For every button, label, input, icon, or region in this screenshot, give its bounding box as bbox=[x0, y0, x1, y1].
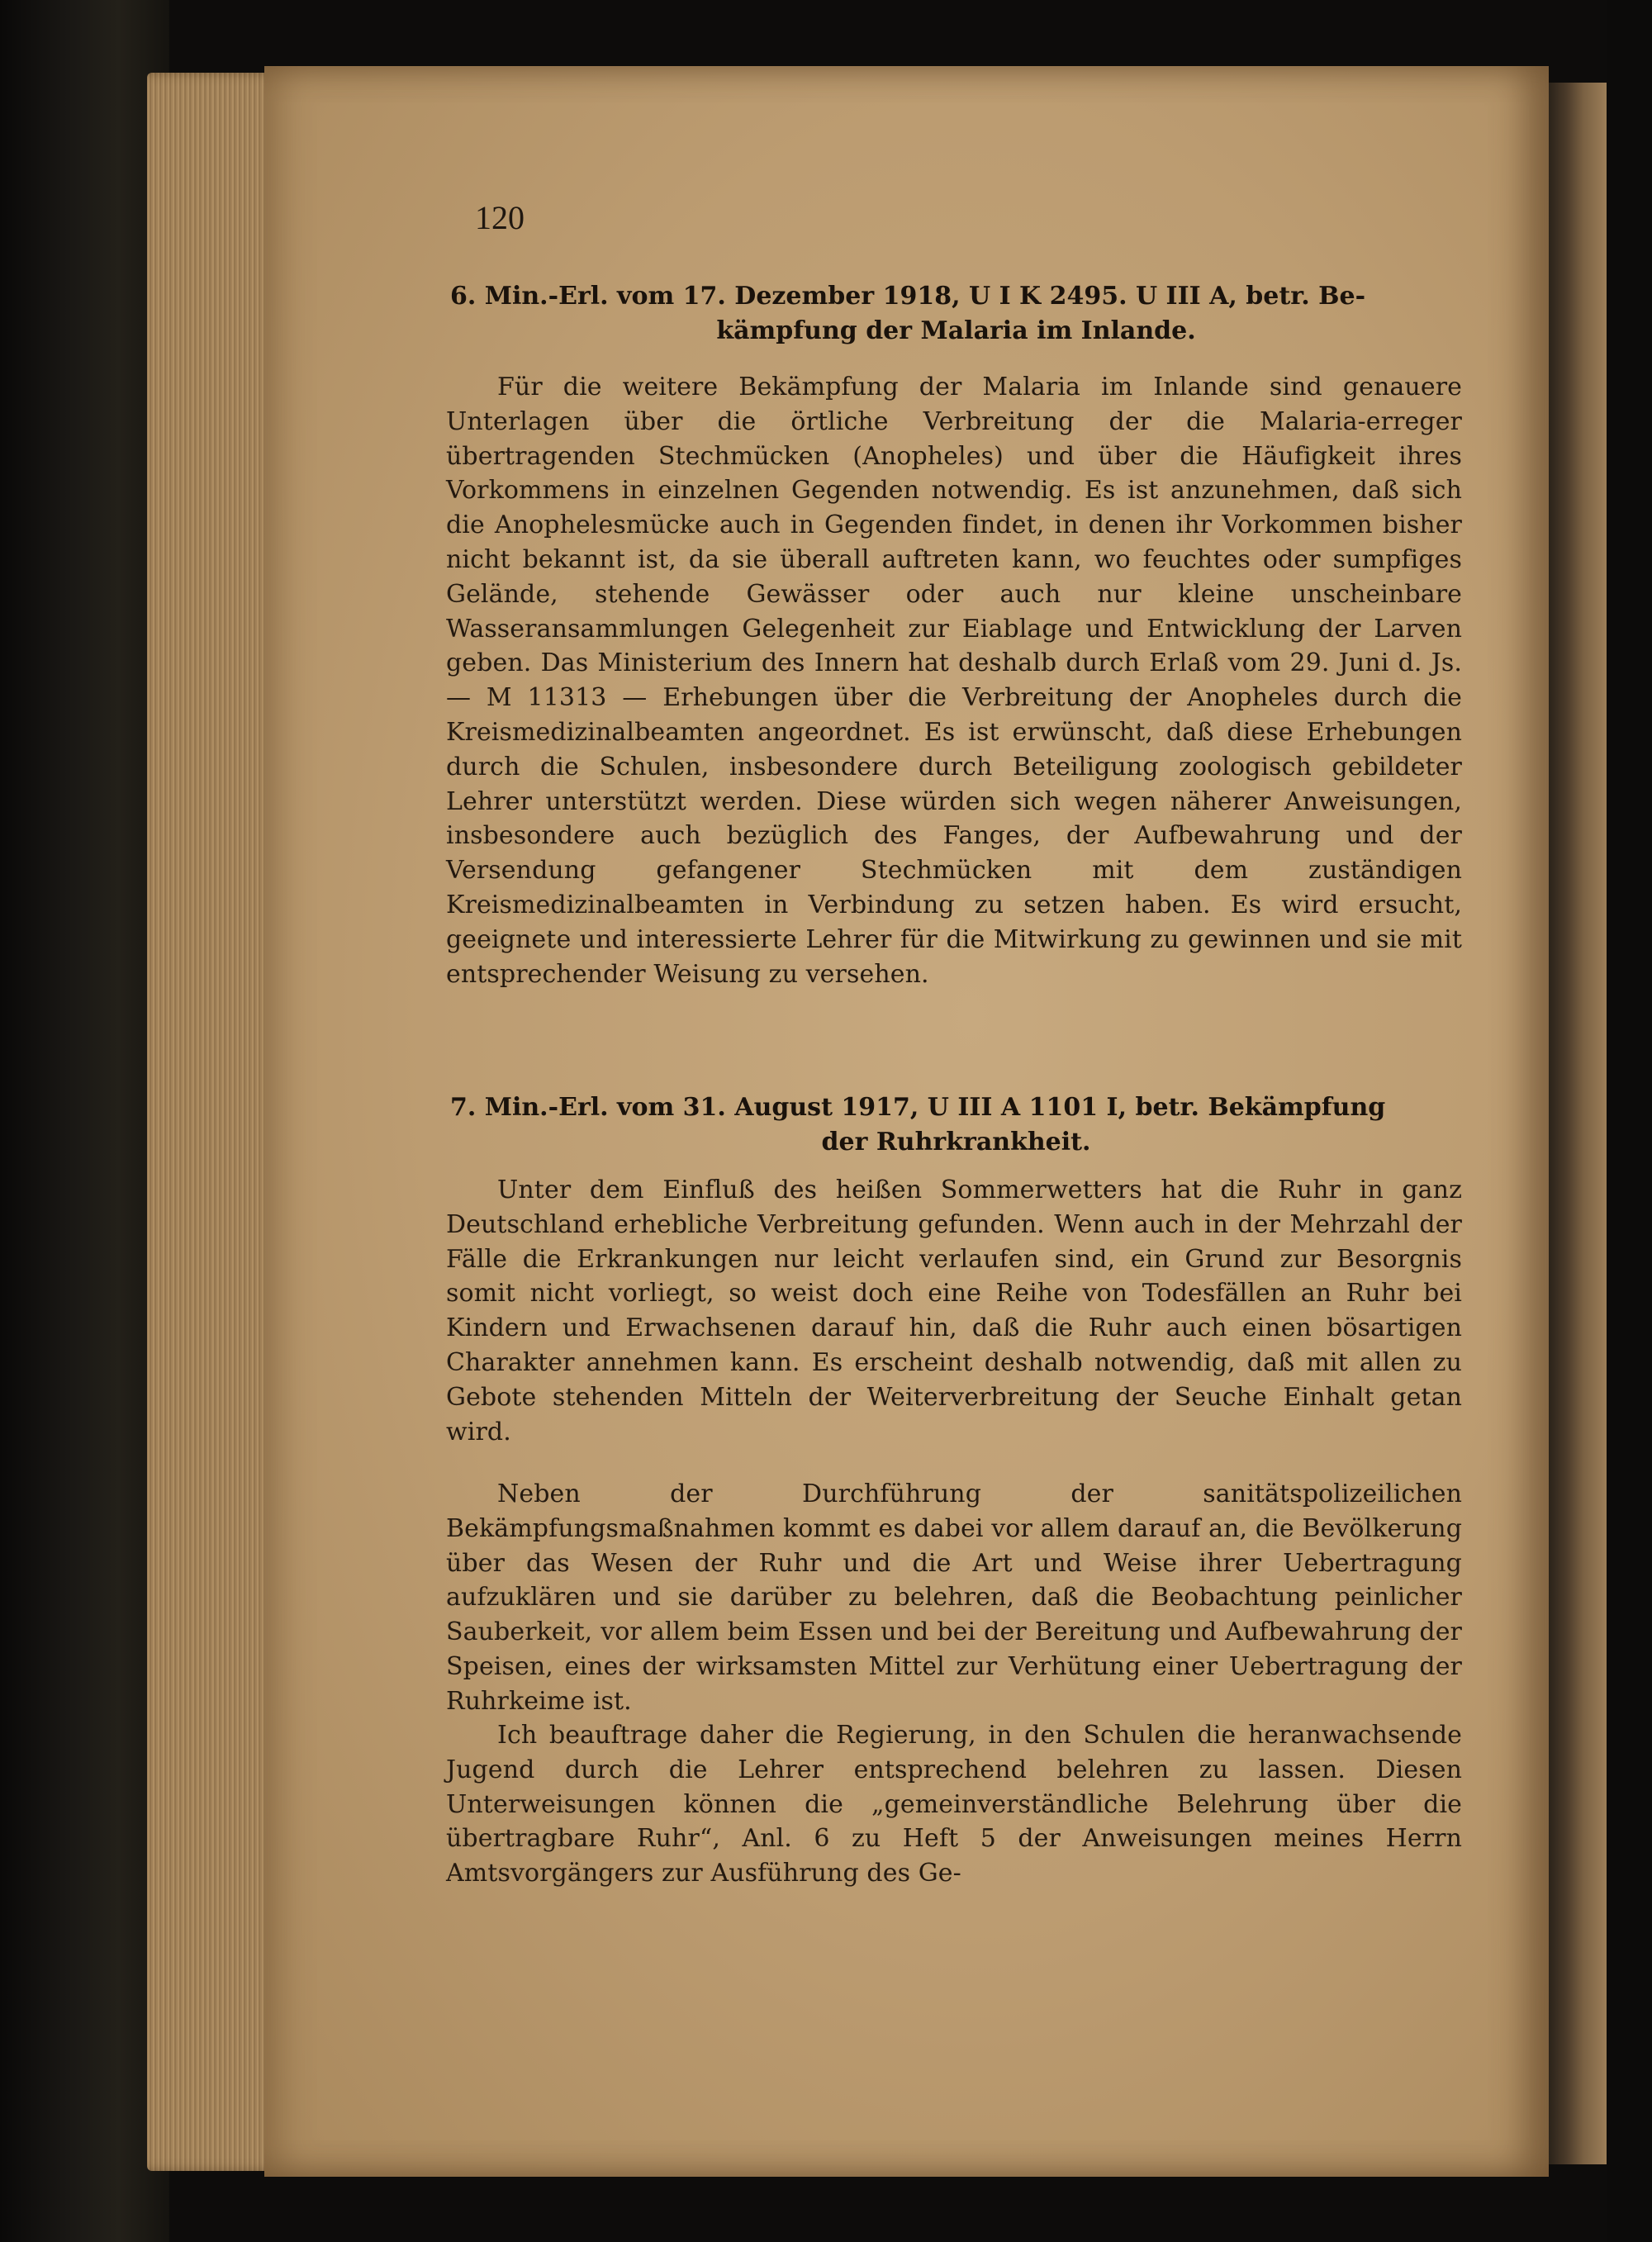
paragraph: Ich beauftrage daher die Regierung, in den Schulen die heranwachsende Jugend durch die Lehrer entsprechend belehren zu lassen. Diesen Unterweisungen können die „gemeinverständliche Belehrung über die übertragbare Ruhr“, Anl. 6 zu Heft 5 der Anweisungen meines Herrn Amtsvorgängers zur Ausführung des Ge- bbox=[446, 1721, 1462, 1888]
page-number: 120 bbox=[475, 199, 525, 236]
book-cover bbox=[0, 0, 169, 2242]
paragraph: Unter dem Einfluß des heißen Sommerwetters hat die Ruhr in ganz Deutschland erhebliche Verbreitung gefunden. Wenn auch in der Mehrzahl der Fälle die Erkrankungen nur leicht verlaufen sind, ein Grund zur Besorgnis somit nicht vorliegt, so weist doch eine Reihe von Todesfällen an Ruhr bei Kindern und Erwachsenen darauf hin, daß die Ruhr auch einen bösartigen Charakter annehmen kann. Es erscheint deshalb notwendig, daß mit allen zu Gebote stehenden Mitteln der Weiterverbreitung der Seuche Einhalt getan wird. bbox=[446, 1176, 1462, 1446]
scan-background bbox=[1607, 0, 1652, 2242]
section-heading-line-1: 6. Min.-Erl. vom 17. Dezember 1918, U I K 2495. U III A, betr. Be- bbox=[450, 282, 1366, 311]
section-heading-line-2: kämpfung der Malaria im Inlande. bbox=[716, 316, 1196, 345]
section-heading-6 bbox=[450, 279, 1462, 349]
section-heading-7 bbox=[450, 1090, 1462, 1160]
page-edges bbox=[147, 73, 279, 2171]
book-gutter bbox=[1549, 83, 1607, 2164]
section-heading-line-2: der Ruhrkrankheit. bbox=[821, 1128, 1091, 1157]
paragraph: Neben der Durchführung der sanitätspolizeilichen Bekämpfungsmaßnahmen kommt es dabei vor allem darauf an, die Bevölkerung über das Wesen der Ruhr und die Art und Weise ihrer Uebertragung aufzuklären und sie darüber zu belehren, daß die Beobachtung peinlicher Sauberkeit, vor allem beim Essen und bei der Bereitung und Aufbewahrung der Speisen, eines der wirksamsten Mittel zur Verhütung einer Uebertragung der Ruhrkeime ist. bbox=[446, 1480, 1462, 1716]
section-heading-line-1: 7. Min.-Erl. vom 31. August 1917, U III A 1101 I, betr. Bekämpfung bbox=[450, 1093, 1386, 1122]
paragraph: Für die weitere Bekämpfung der Malaria im Inlande sind genauere Unterlagen über die örtliche Verbreitung der die Malaria-erreger übertragenden Stechmücken (Anopheles) und über die Häufigkeit ihres Vorkommens in einzelnen Gegenden notwendig. Es ist anzunehmen, daß sich die Anophelesmücke auch in Gegenden findet, in denen ihr Vorkommen bisher nicht bekannt ist, da sie überall auftreten kann, wo feuchtes oder sumpfiges Gelände, stehende Gewässer oder auch nur kleine unscheinbare Wasseransammlungen Gelegenheit zur Eiablage und Entwicklung der Larven geben. Das Ministerium des Innern hat deshalb durch Erlaß vom 29. Juni d. Js. — M 11313 — Erhebungen über die Verbreitung der Anopheles durch die Kreismedizinalbeamten angeordnet. Es ist erwünscht, daß diese Erhebungen durch die Schulen, insbesondere durch Beteiligung zoologisch gebildeter Lehrer unterstützt werden. Diese würden sich wegen näherer Anweisungen, insbesondere auch bezüglich des Fanges, der Aufbewahrung und der Versendung gefangener Stechmücken mit dem zuständigen Kreismedizinalbeamten in Verbindung zu setzen haben. Es wird ersucht, geeignete und interessierte Lehrer für die Mitwirkung zu gewinnen und sie mit entsprechender Weisung zu versehen. bbox=[446, 373, 1462, 989]
